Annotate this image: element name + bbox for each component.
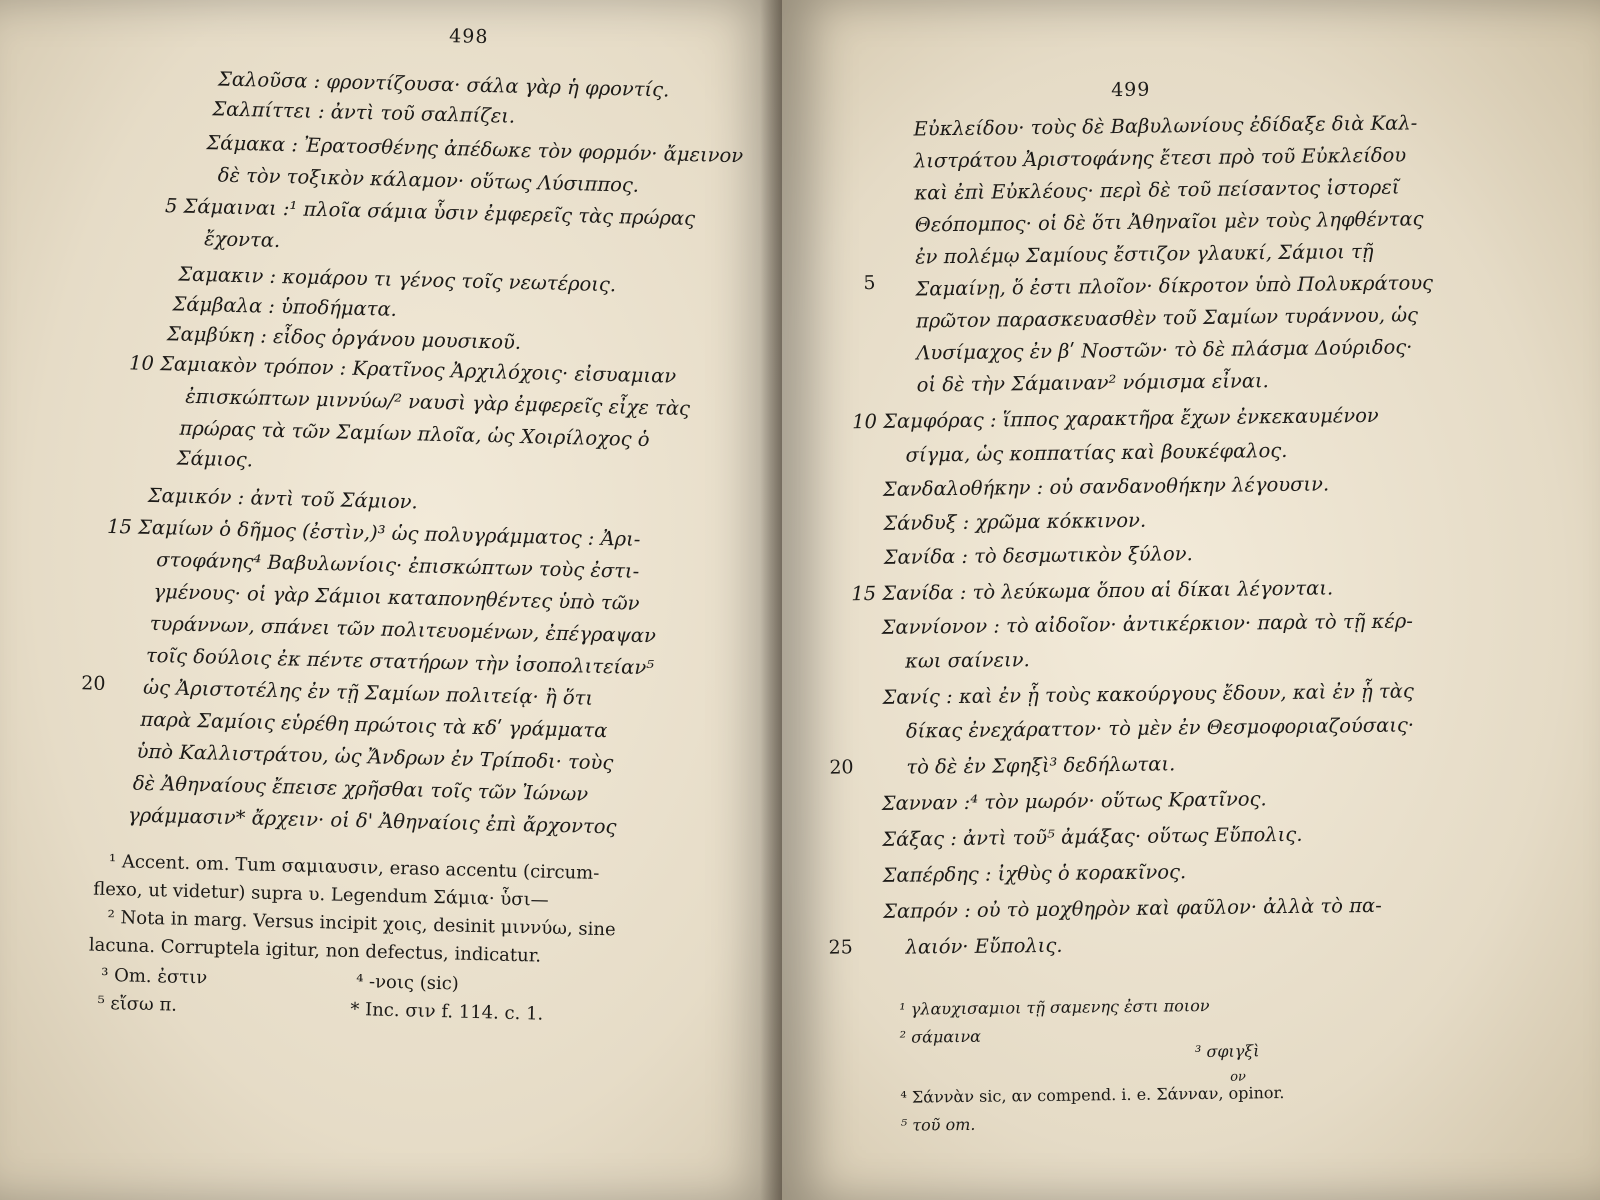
left-line-3: Σάμακα : Ἐρατοσθένης ἀπέδωκε τὸν φορμόν· ἄμεινον: [206, 131, 744, 168]
left-line-10: 10 Σαμιακὸν τρόπον : Κρατῖνος Ἀρχιλόχοις· εἰσυαμιαν: [128, 351, 677, 388]
left-footnote-1b: flexo, ut videtur) supra υ. Legendum Σάμια· ὗσι—: [93, 878, 549, 911]
left-line-9: Σαμβύκη : εἶδος ὀργάνου μουσικοῦ.: [166, 322, 522, 354]
left-line-2: Σαλπίττει : ἀντὶ τοῦ σαλπίζει.: [212, 97, 516, 128]
right-line-18: Σανίς : καὶ ἐν ᾗ τοὺς κακούργους ἔδουν, καὶ ἐν ᾗ τὰς: [882, 679, 1414, 709]
right-line-22: Σάξας : ἀντὶ τοῦ⁵ ἀμάξας· οὕτως Εὔπολις.: [882, 822, 1303, 851]
left-line-1: Σαλοῦσα : φροντίζουσα· σάλα γὰρ ἡ φροντίς.: [217, 67, 670, 102]
right-line-16: Σαννίονον : τὸ αἰδοῖον· ἀντικέρκιον· παρὰ τὸ τῇ κέρ-: [881, 609, 1414, 639]
right-line-5: ἐν πολέμῳ Σαμίους ἔστιζον γλαυκί, Σάμιοι τῇ: [915, 239, 1374, 269]
right-footnote-3: ³ σφιγξὶ: [1194, 1041, 1260, 1062]
right-margin-number-20: 20: [829, 756, 854, 779]
right-footnote-4: ⁴ Σάννὰν sic, αν compend. i. e. Σάνναν, opinor.: [900, 1083, 1285, 1107]
left-page-number: 498: [448, 25, 489, 49]
left-line-12: πρώρας τὰ τῶν Σαμίων πλοῖα, ὡς Χοιρίλοχος ὁ: [179, 416, 650, 452]
right-line-6: Σαμαίνῃ, ὅ ἐστι πλοῖον· δίκροτον ὑπὸ Πολυκράτους: [915, 271, 1434, 301]
right-line-20: τὸ δὲ ἐν Σφηξὶ³ δεδήλωται.: [906, 752, 1176, 779]
left-line-8: Σάμβαλα : ὑποδήματα.: [172, 292, 398, 321]
right-page-number: 499: [1110, 78, 1151, 102]
right-footnote-1: ¹ γλαυχισαμιοι τῇ σαμενης ἐστι ποιον: [899, 995, 1210, 1019]
right-line-23: Σαπέρδης : ἰχθὺς ὁ κορακῖνος.: [882, 860, 1187, 887]
left-margin-number-20: 20: [81, 672, 106, 695]
left-footnote-4: ⁴ -νοις (sic): [355, 971, 460, 995]
left-footnote-3: ³ Om. ἐστιν: [100, 964, 208, 989]
right-line-9: οἱ δὲ τὴν Σάμαιναν² νόμισμα εἶναι.: [916, 369, 1269, 397]
right-line-19: δίκας ἐνεχάραττον· τὸ μὲν ἐν Θεσμοφοριαζούσαις·: [905, 713, 1415, 743]
right-margin-number-25: 25: [828, 936, 853, 959]
right-line-13: Σάνδυξ : χρῶμα κόκκινον.: [883, 508, 1147, 535]
left-line-19: τοῖς δούλοις ἐκ πέντε στατήρων τὴν ἰσοπολιτείαν⁵: [145, 643, 655, 680]
left-page: [0, 0, 782, 1200]
left-line-6: ἔχοντα.: [203, 227, 281, 253]
left-footnote-2: ² Nota in marg. Versus incipit χοις, desinit μιννύω, sine: [107, 906, 616, 941]
left-footnote-5: ⁵ εἴσω π.: [97, 992, 178, 1016]
left-line-16: στοφάνης⁴ Βαβυλωνίοις· ἐπισκώπτων τοὺς ἐστι-: [156, 548, 640, 583]
left-footnote-star: * Inc. σιν f. 114. c. 1.: [350, 998, 544, 1025]
left-line-4: δὲ τὸν τοξικὸν κάλαμον· οὕτως Λύσιππος.: [217, 163, 640, 197]
left-line-15: 15 Σαμίων ὁ δῆμος (ἐστὶν,)³ ὡς πολυγράμματος : Ἀρι-: [106, 514, 641, 551]
left-line-14: Σαμικόν : ἀντὶ τοῦ Σάμιον.: [147, 483, 419, 514]
left-line-21: παρὰ Σαμίοις εὑρέθη πρώτοις τὰ κδʹ γράμματα: [140, 707, 608, 743]
left-line-23: δὲ Ἀθηναίους ἔπεισε χρῆσθαι τοῖς τῶν Ἰώνων: [132, 771, 589, 806]
left-line-7: Σαμακιν : κομάρου τι γένος τοῖς νεωτέροις.: [178, 262, 617, 297]
right-footnote-2: ² σάμαινα: [899, 1026, 982, 1047]
left-line-11: ἐπισκώπτων μιννύω/² ναυσὶ γὰρ ἐμφερεῖς εἶχε τὰς: [185, 384, 691, 421]
left-footnote-1: ¹ Accent. om. Tum σαμιαυσιν, eraso accentu (circum-: [108, 851, 600, 884]
left-line-13: Σάμιος.: [176, 446, 254, 472]
right-margin-number-5: 5: [863, 271, 876, 295]
right-line-4: Θεόπομπος· οἱ δὲ ὅτι Ἀθηναῖοι μὲν τοὺς ληφθέντας: [914, 207, 1424, 237]
left-text-block: [81, 0, 744, 1025]
right-line-8: Λυσίμαχος ἐν βʹ Νοστῶν· τὸ δὲ πλάσμα Δούριδος·: [916, 335, 1413, 365]
right-line-11: σίγμα, ὡς κοππατίας καὶ βουκέφαλος.: [905, 438, 1288, 467]
left-line-22: ὑπὸ Καλλιστράτου, ὡς Ἄνδρων ἐν Τρίποδι· τοὺς: [136, 739, 614, 775]
right-footnote-3-variant: ον: [1230, 1069, 1247, 1085]
right-line-3: καὶ ἐπὶ Εὐκλέους· περὶ δὲ τοῦ πείσαντος ἱστορεῖ: [914, 175, 1400, 205]
left-line-24: γράμμασιν* ἄρχειν· οἱ δ' Ἀθηναίοις ἐπὶ ἄρχοντος: [127, 803, 617, 839]
right-line-24: Σαπρόν : οὐ τὸ μοχθηρὸν καὶ φαῦλον· ἀλλὰ τὸ πα-: [882, 893, 1382, 923]
right-line-17: κωι σαίνειν.: [904, 648, 1030, 673]
left-line-20: ὡς Ἀριστοτέλης ἐν τῇ Σαμίων πολιτείᾳ· ἢ ὅτι: [142, 675, 594, 710]
right-line-25: λαιόν· Εὔπολις.: [905, 933, 1063, 959]
right-page: [782, 0, 1600, 1200]
right-line-21: Σανναν :⁴ τὸν μωρόν· οὕτως Κρατῖνος.: [881, 787, 1267, 815]
right-line-2: λιστράτου Ἀριστοφάνης ἔτεσι πρὸ τοῦ Εὐκλείδου: [913, 143, 1407, 173]
left-footnote-2b: lacuna. Corruptela igitur, non defectus, indicatur.: [88, 934, 542, 967]
right-line-15: 15 Σανίδα : τὸ λεύκωμα ὅπου αἱ δίκαι λέγονται.: [851, 576, 1334, 606]
right-line-14: Σανίδα : τὸ δεσμωτικὸν ξύλον.: [883, 542, 1193, 569]
right-footnote-5: ⁵ τοῦ om.: [900, 1114, 976, 1135]
right-line-7: πρῶτον παρασκευασθὲν τοῦ Σαμίων τυράννου, ὡς: [915, 303, 1419, 333]
left-line-17: γμένους· οἱ γὰρ Σάμιοι καταπονηθέντες ὑπὸ τῶν: [153, 580, 640, 615]
right-line-10: 10 Σαμφόρας : ἵππος χαρακτῆρα ἔχων ἐνκεκαυμένον: [852, 403, 1379, 434]
left-line-5: 5 Σάμαιναι :¹ πλοῖα σάμια ὗσιν ἐμφερεῖς τὰς πρώρας: [164, 194, 696, 231]
right-line-1: Εὐκλείδου· τοὺς δὲ Βαβυλωνίους ἐδίδαξε διὰ Καλ-: [913, 111, 1418, 141]
left-line-18: τυράννων, σπάνει τῶν πολιτευομένων, ἐπέγραψαν: [149, 611, 657, 648]
right-line-12: Σανδαλοθήκην : οὐ σανδανοθήκην λέγουσιν.: [882, 472, 1330, 501]
